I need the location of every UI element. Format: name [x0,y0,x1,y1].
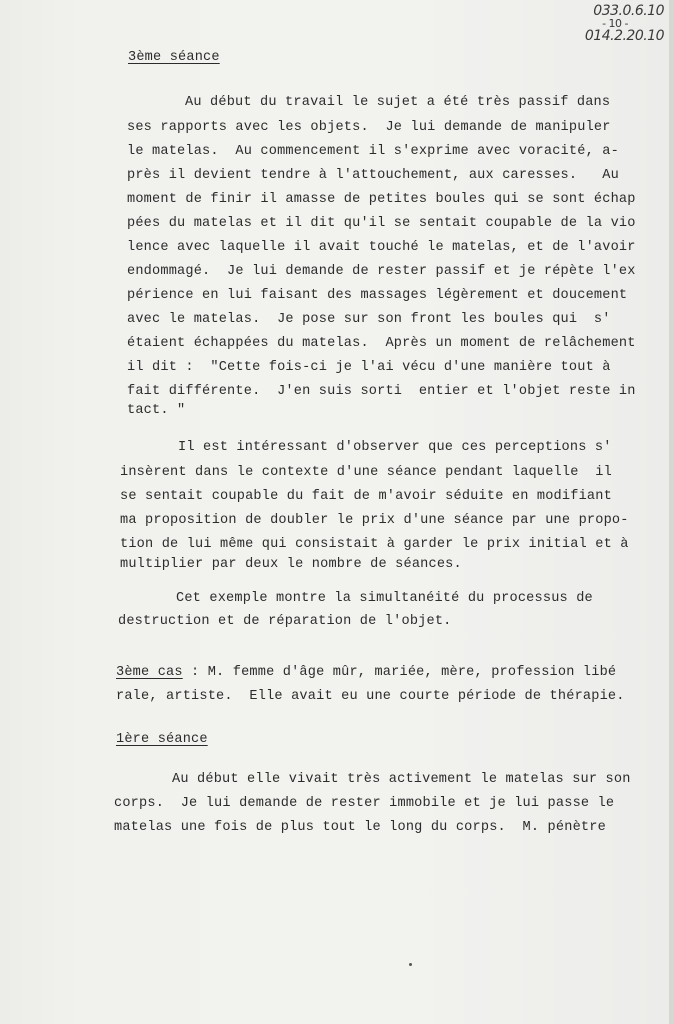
text-line: moment de finir il amasse de petites boules qui se sont échap [127,192,636,207]
text-line: tion de lui même qui consistait à garder le prix initial et à [120,537,629,552]
reference-code-1: 033.0.6.10 [593,3,664,19]
text-line: multiplier par deux le nombre de séances. [120,557,462,572]
session-heading-1: 1ère séance [116,732,208,747]
case-text: : M. femme d'âge mûr, mariée, mère, profession libé [182,665,617,680]
case-description-line [116,665,616,681]
session-heading-3: 3ème séance [128,50,220,65]
text-line: étaient échappées du matelas. Après un moment de relâchement [127,336,636,351]
text-line: fait différente. J'en suis sorti entier et l'objet reste in [127,384,636,399]
text-line: insèrent dans le contexte d'une séance pendant laquelle il [120,465,612,480]
page-edge [669,0,674,1024]
text-line: périence en lui faisant des massages légèrement et doucement [127,288,628,303]
archive-reference [554,4,664,44]
text-line: Cet exemple montre la simultanéité du processus de [176,591,593,606]
text-line: rale, artiste. Elle avait eu une courte période de thérapie. [116,689,625,704]
reference-code-2: 014.2.20.10 [584,28,664,44]
text-line: endommagé. Je lui demande de rester passif et je répète l'ex [127,264,636,279]
ink-dot [409,963,412,966]
text-line: corps. Je lui demande de rester immobile et je lui passe le [114,796,615,811]
text-line: matelas une fois de plus tout le long du corps. M. pénètre [114,820,606,835]
text-line: Au début elle vivait très activement le matelas sur son [172,772,631,787]
text-line: près il devient tendre à l'attouchement, aux caresses. Au [127,168,619,183]
text-line: tact. " [127,403,186,418]
text-line: se sentait coupable du fait de m'avoir séduite en modifiant [120,489,612,504]
text-line: ma proposition de doubler le prix d'une séance par une propo- [120,513,629,528]
text-line: lence avec laquelle il avait touché le matelas, et de l'avoir [127,240,636,255]
case-label: 3ème cas [116,665,183,680]
text-line: il dit : "Cette fois-ci je l'ai vécu d'une manière tout à [127,360,611,375]
text-line: Il est intéressant d'observer que ces perceptions s' [178,440,612,455]
text-line: le matelas. Au commencement il s'exprime avec voracité, a- [127,144,619,159]
text-line: ses rapports avec les objets. Je lui demande de manipuler [127,120,611,135]
text-line: Au début du travail le sujet a été très passif dans [185,95,611,110]
text-line: avec le matelas. Je pose sur son front les boules qui s' [127,312,611,327]
page-number: - 10 - [602,17,628,30]
text-line: pées du matelas et il dit qu'il se sentait coupable de la vio [127,216,636,231]
text-line: destruction et de réparation de l'objet. [118,614,452,629]
